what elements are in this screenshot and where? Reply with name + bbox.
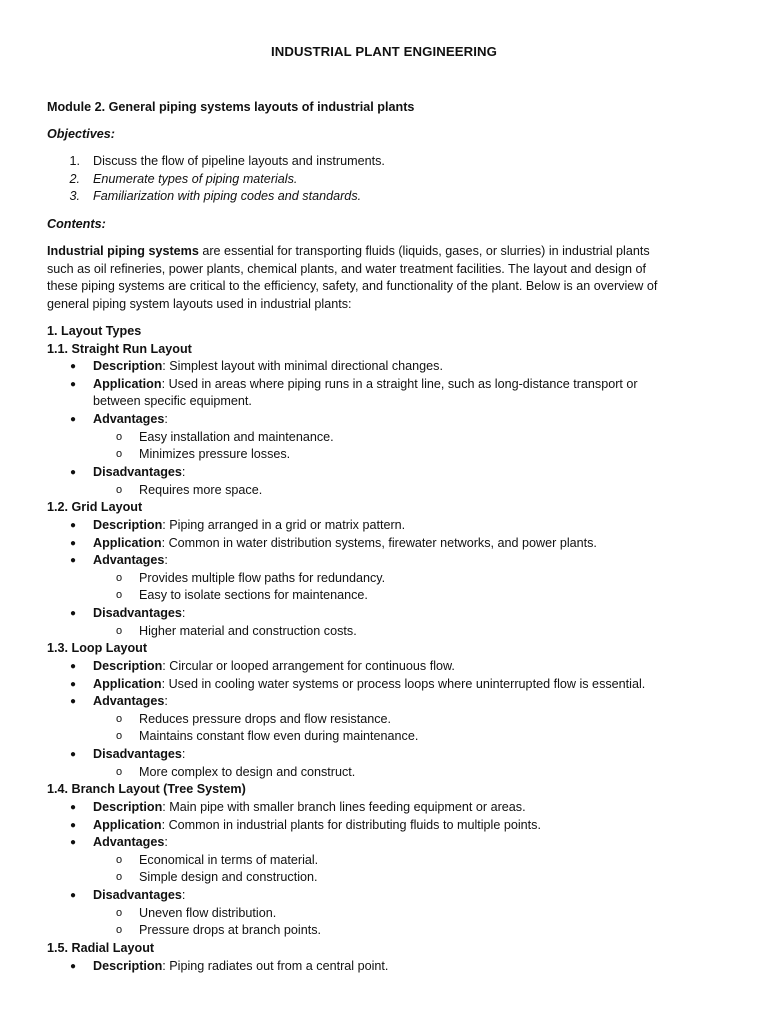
contents-label: Contents: — [47, 217, 106, 231]
sub-bullet: o — [115, 484, 123, 496]
list-item: Application: Used in cooling water systems or process loops where uninterrupted flow is essential. — [93, 677, 646, 691]
list-item: Disadvantages: — [93, 606, 186, 620]
list-item: Advantages: — [93, 694, 168, 708]
sub-list-item: Reduces pressure drops and flow resistance. — [139, 712, 392, 726]
sub-bullet: o — [115, 924, 123, 936]
sub-bullet: o — [115, 713, 123, 725]
module-heading: Module 2. General piping systems layouts of industrial plants — [47, 100, 415, 114]
bullet: ● — [69, 608, 77, 619]
sub-list-item: Easy installation and maintenance. — [139, 430, 334, 444]
intro-line — [47, 243, 650, 261]
list-item: Advantages: — [93, 553, 168, 567]
document-title: INDUSTRIAL PLANT ENGINEERING — [270, 44, 498, 59]
sub-bullet: o — [115, 871, 123, 883]
sub-bullet: o — [115, 766, 123, 778]
sub-bullet: o — [115, 730, 123, 742]
objective-number: 3. — [69, 189, 80, 203]
list-item: Advantages: — [93, 412, 168, 426]
sub-bullet: o — [115, 854, 123, 866]
list-item: Description: Simplest layout with minimal directional changes. — [93, 359, 443, 373]
list-item: Disadvantages: — [93, 465, 186, 479]
list-item: Application: Common in water distribution systems, firewater networks, and power plants. — [93, 536, 597, 550]
bullet: ● — [69, 467, 77, 478]
sub-list-item: Easy to isolate sections for maintenance. — [139, 588, 368, 602]
section-heading: 1. Layout Types — [47, 324, 142, 338]
list-item: Disadvantages: — [93, 747, 186, 761]
subsection-heading: 1.4. Branch Layout (Tree System) — [47, 782, 246, 796]
intro-line: these piping systems are critical to the efficiency, safety, and functionality of the plant. Below is an overview of — [47, 279, 658, 293]
sub-bullet: o — [115, 448, 123, 460]
subsection-heading: 1.1. Straight Run Layout — [47, 342, 192, 356]
intro-bold-term: Industrial piping systems — [47, 244, 199, 258]
sub-list-item: Higher material and construction costs. — [139, 624, 357, 638]
bullet: ● — [69, 679, 77, 690]
objectives-label: Objectives: — [47, 127, 115, 141]
list-item: Disadvantages: — [93, 888, 186, 902]
sub-bullet: o — [115, 431, 123, 443]
bullet: ● — [69, 361, 77, 372]
list-item: Description: Piping radiates out from a central point. — [93, 959, 389, 973]
sub-bullet: o — [115, 625, 123, 637]
sub-list-item: Minimizes pressure losses. — [139, 447, 291, 461]
bullet: ● — [69, 749, 77, 760]
sub-bullet: o — [115, 907, 123, 919]
bullet: ● — [69, 696, 77, 707]
bullet: ● — [69, 820, 77, 831]
sub-list-item: Requires more space. — [139, 483, 263, 497]
bullet: ● — [69, 538, 77, 549]
objective-number: 2. — [69, 172, 80, 186]
objective-item: Discuss the flow of pipeline layouts and instruments. — [93, 154, 385, 168]
bullet: ● — [69, 802, 77, 813]
sub-list-item: Economical in terms of material. — [139, 853, 319, 867]
list-item: Application: Used in areas where piping runs in a straight line, such as long-distance transport or — [93, 377, 638, 391]
subsection-heading: 1.5. Radial Layout — [47, 941, 155, 955]
list-item: Application: Common in industrial plants for distributing fluids to multiple points. — [93, 818, 541, 832]
subsection-heading: 1.3. Loop Layout — [47, 641, 148, 655]
bullet: ● — [69, 661, 77, 672]
list-item: Advantages: — [93, 835, 168, 849]
bullet: ● — [69, 520, 77, 531]
sub-list-item: More complex to design and construct. — [139, 765, 356, 779]
intro-line: general piping system layouts used in industrial plants: — [47, 297, 352, 311]
sub-list-item: Maintains constant flow even during maintenance. — [139, 729, 419, 743]
objective-item: Enumerate types of piping materials. — [93, 172, 298, 186]
bullet: ● — [69, 837, 77, 848]
bullet: ● — [69, 961, 77, 972]
bullet: ● — [69, 555, 77, 566]
sub-bullet: o — [115, 589, 123, 601]
sub-list-item: Uneven flow distribution. — [139, 906, 277, 920]
sub-bullet: o — [115, 572, 123, 584]
list-item-continuation: between specific equipment. — [93, 394, 252, 408]
bullet: ● — [69, 379, 77, 390]
objective-number: 1. — [69, 154, 80, 168]
objective-item: Familiarization with piping codes and standards. — [93, 189, 362, 203]
list-item: Description: Circular or looped arrangement for continuous flow. — [93, 659, 455, 673]
list-item: Description: Main pipe with smaller branch lines feeding equipment or areas. — [93, 800, 526, 814]
list-item: Description: Piping arranged in a grid or matrix pattern. — [93, 518, 406, 532]
bullet: ● — [69, 890, 77, 901]
intro-line: such as oil refineries, power plants, chemical plants, and water treatment facilities. The layout and design of — [47, 262, 646, 276]
sub-list-item: Simple design and construction. — [139, 870, 318, 884]
bullet: ● — [69, 414, 77, 425]
sub-list-item: Provides multiple flow paths for redundancy. — [139, 571, 386, 585]
subsection-heading: 1.2. Grid Layout — [47, 500, 143, 514]
intro-text: are essential for transporting fluids (liquids, gases, or slurries) in industrial plants — [198, 244, 650, 258]
sub-list-item: Pressure drops at branch points. — [139, 923, 322, 937]
